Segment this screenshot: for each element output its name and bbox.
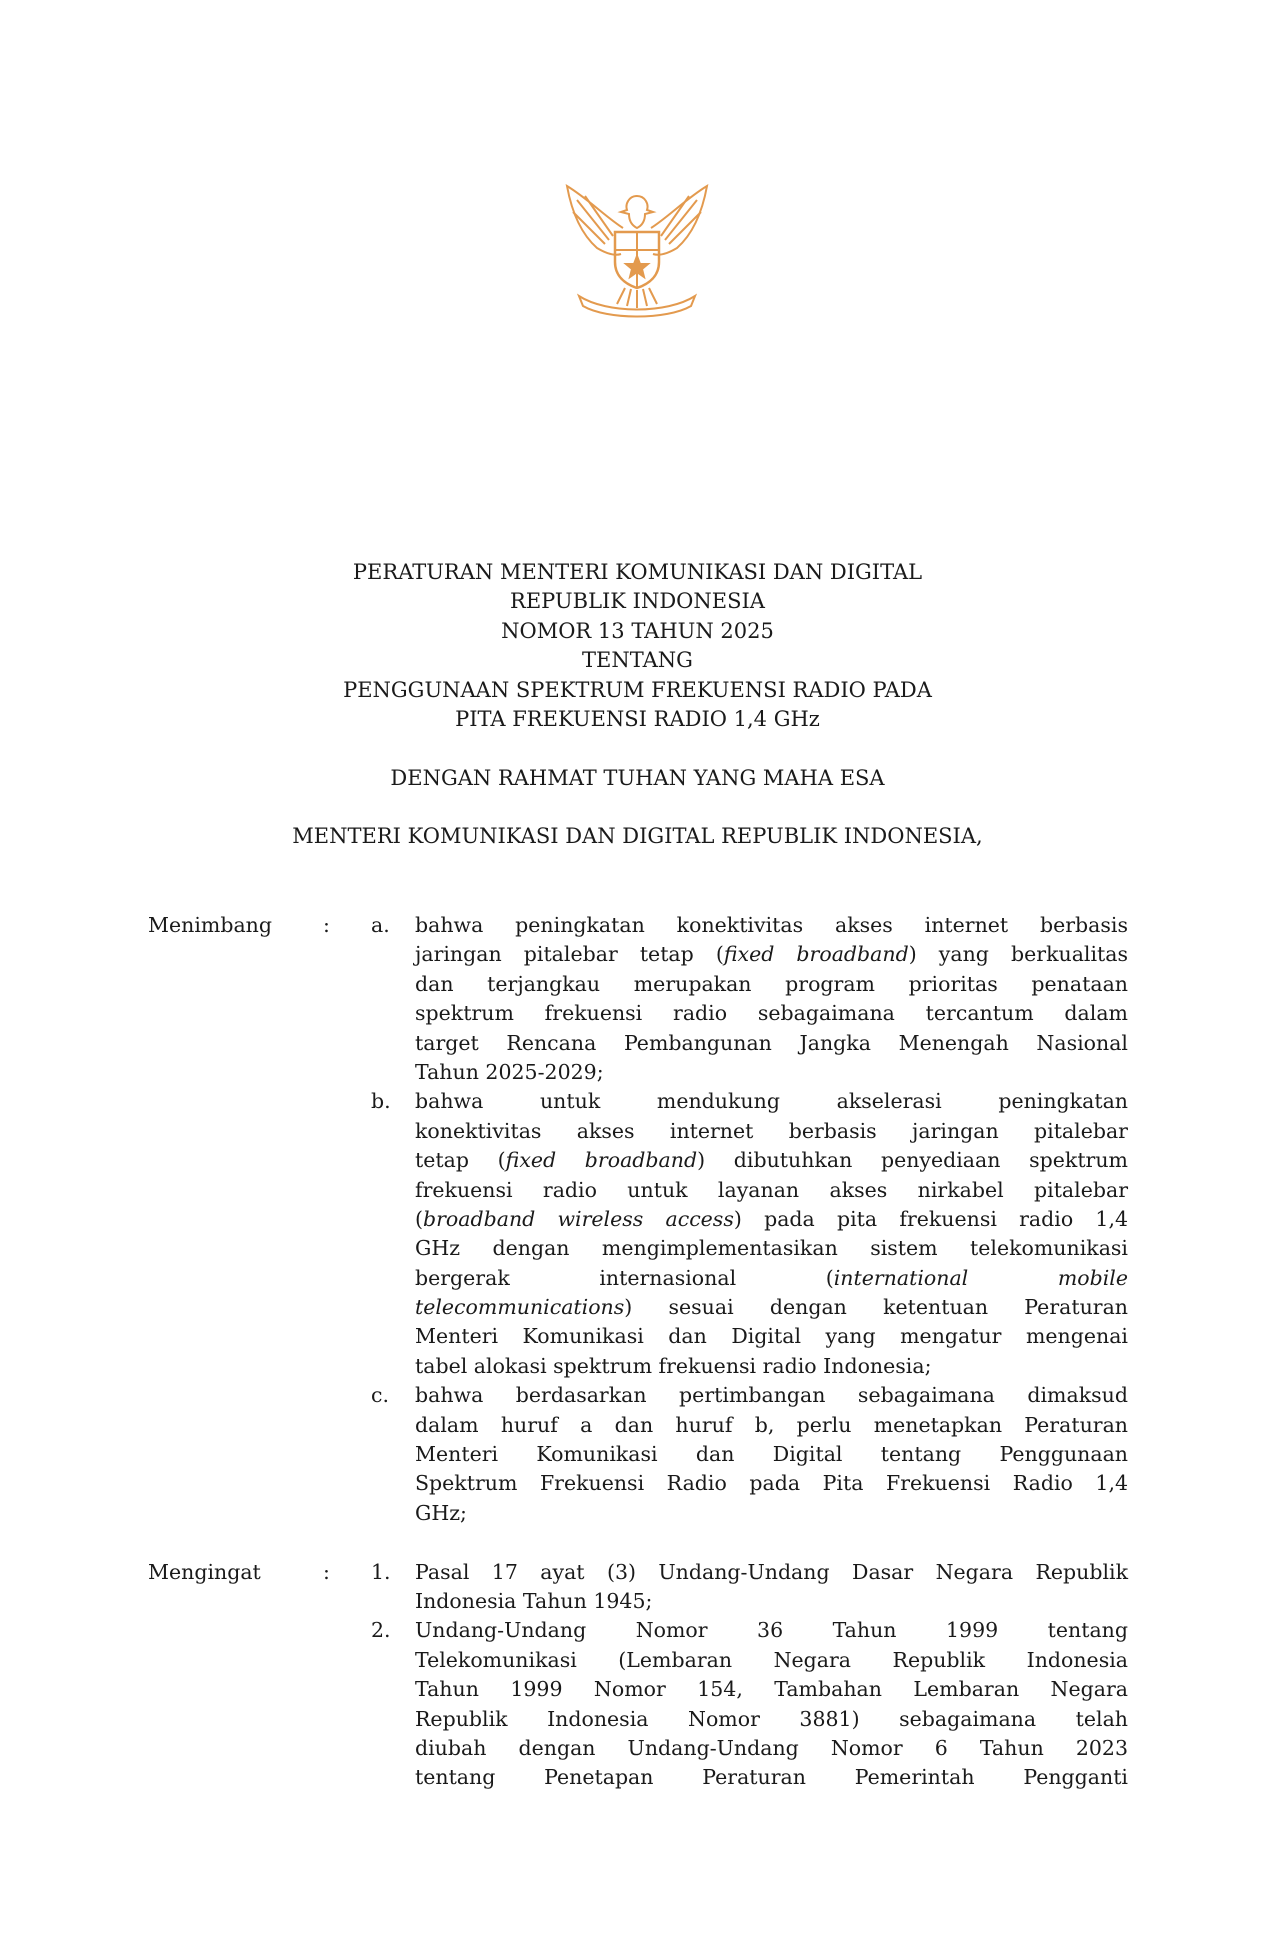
list-item [148, 1381, 1138, 1528]
text-line [415, 940, 1128, 969]
italic-term: broadband wireless access [423, 1206, 734, 1231]
text-segment: Menteri Komunikasi dan Digital yang mengatur mengenai [415, 1324, 1128, 1349]
text-line [415, 1646, 1128, 1675]
text-segment: diubah dengan Undang-Undang Nomor 6 Tahun 2023 [415, 1735, 1128, 1760]
text-segment: frekuensi radio untuk layanan akses nirkabel pitalebar [415, 1177, 1128, 1202]
text-segment: GHz dengan mengimplementasikan sistem telekomunikasi [415, 1236, 1128, 1261]
text-segment: spektrum frekuensi radio sebagaimana tercantum dalam [415, 1001, 1128, 1026]
text-segment: bergerak internasional ( [415, 1265, 834, 1290]
text-line [415, 1734, 1128, 1763]
text-line [415, 1234, 1128, 1263]
text-segment: GHz; [415, 1500, 467, 1525]
text-line [415, 1264, 1128, 1293]
text-line [415, 1087, 1128, 1116]
text-segment: ) yang berkualitas [908, 942, 1129, 967]
text-line [415, 1176, 1128, 1205]
text-segment: konektivitas akses internet berbasis jaringan pitalebar [415, 1118, 1128, 1143]
title-line: PENGGUNAAN SPEKTRUM FREKUENSI RADIO PADA [343, 677, 932, 702]
section-colon [323, 1616, 343, 1792]
text-segment: Spektrum Frekuensi Radio pada Pita Frekuensi Radio 1,4 [415, 1471, 1128, 1496]
text-line [415, 1352, 1128, 1381]
text-segment: bahwa untuk mendukung akselerasi peningkatan [415, 1089, 1128, 1114]
text-segment: tentang Penetapan Peraturan Pemerintah Pengganti [415, 1765, 1128, 1790]
text-line [415, 1763, 1128, 1792]
item-text [415, 1087, 1128, 1381]
section-label [148, 1381, 323, 1528]
list-item [148, 911, 1138, 1087]
text-line [415, 911, 1128, 940]
text-segment: Pasal 17 ayat (3) Undang-Undang Dasar Negara Republik [415, 1559, 1128, 1584]
text-segment: dalam huruf a dan huruf b, perlu menetapkan Peraturan [415, 1412, 1128, 1437]
text-line [415, 1146, 1128, 1175]
text-segment: Tahun 1999 Nomor 154, Tambahan Lembaran Negara [415, 1677, 1128, 1702]
text-line [415, 1469, 1128, 1498]
text-line [415, 1293, 1128, 1322]
text-segment: bahwa peningkatan konektivitas akses internet berbasis [415, 913, 1128, 937]
list-item [148, 1616, 1138, 1792]
text-line [415, 1616, 1128, 1645]
text-line [415, 1705, 1128, 1734]
section-label [148, 1616, 323, 1792]
text-segment: target Rencana Pembangunan Jangka Menengah Nasional [415, 1030, 1128, 1055]
blessing-line: DENGAN RAHMAT TUHAN YANG MAHA ESA [390, 766, 885, 790]
italic-term: fixed broadband [723, 942, 909, 967]
item-number: b. [371, 1089, 391, 1114]
list-item [148, 1558, 1138, 1617]
list-item [148, 1087, 1138, 1381]
item-number: 1. [371, 1559, 391, 1584]
item-number: a. [371, 913, 390, 937]
section-label [148, 1087, 323, 1381]
section-label: Mengingat [148, 1559, 261, 1584]
text-line [415, 1117, 1128, 1146]
text-line [415, 1675, 1128, 1704]
italic-term: fixed broadband [505, 1148, 698, 1173]
text-line [415, 1587, 1128, 1616]
regulation-title [0, 558, 1275, 734]
considerations-body [148, 911, 1138, 1793]
section-menimbang [148, 911, 1138, 1528]
item-text [415, 911, 1128, 1087]
italic-term: telecommunications [415, 1295, 625, 1320]
title-line: TENTANG [582, 648, 693, 673]
title-line: REPUBLIK INDONESIA [510, 589, 765, 614]
text-segment: tetap ( [415, 1148, 506, 1173]
text-segment: Tahun 2025-2029; [415, 1059, 604, 1084]
text-segment: bahwa berdasarkan pertimbangan sebagaimana dimaksud [415, 1383, 1128, 1408]
text-line [415, 1499, 1128, 1528]
text-segment: Telekomunikasi (Lembaran Negara Republik Indonesia [415, 1647, 1128, 1672]
text-segment: dan terjangkau merupakan program prioritas penataan [415, 971, 1128, 996]
text-line [415, 999, 1128, 1028]
text-segment: ) dibutuhkan penyediaan spektrum [697, 1148, 1128, 1173]
section-colon: : [323, 913, 330, 937]
minister-line: MENTERI KOMUNIKASI DAN DIGITAL REPUBLIK INDONESIA, [292, 824, 983, 848]
section-mengingat [148, 1558, 1138, 1793]
text-line [415, 970, 1128, 999]
text-segment: Republik Indonesia Nomor 3881) sebagaimana telah [415, 1706, 1128, 1731]
text-line [415, 1440, 1128, 1469]
section-colon [323, 1381, 343, 1528]
title-line: PITA FREKUENSI RADIO 1,4 GHz [455, 707, 820, 732]
text-segment: tabel alokasi spektrum frekuensi radio Indonesia; [415, 1353, 932, 1378]
text-segment: jaringan pitalebar tetap ( [415, 942, 724, 967]
text-line [415, 1058, 1128, 1087]
text-segment: Menteri Komunikasi dan Digital tentang Penggunaan [415, 1442, 1128, 1467]
text-segment: Indonesia Tahun 1945; [415, 1588, 653, 1613]
text-segment: Undang-Undang Nomor 36 Tahun 1999 tentang [415, 1618, 1128, 1643]
item-number: 2. [371, 1618, 391, 1643]
garuda-emblem-logo [557, 178, 717, 328]
item-number: c. [371, 1383, 389, 1408]
text-line [415, 1558, 1128, 1587]
italic-term: international mobile [833, 1265, 1128, 1290]
text-segment: ( [415, 1206, 423, 1231]
title-line: NOMOR 13 TAHUN 2025 [501, 618, 774, 643]
item-text [415, 1381, 1128, 1528]
text-line [415, 1205, 1128, 1234]
section-label: Menimbang [148, 913, 272, 937]
item-text [415, 1616, 1128, 1792]
item-text [415, 1558, 1128, 1617]
title-line: PERATURAN MENTERI KOMUNIKASI DAN DIGITAL [352, 560, 923, 584]
text-line [415, 1029, 1128, 1058]
text-segment: ) sesuai dengan ketentuan Peraturan [624, 1295, 1128, 1320]
section-colon: : [323, 1559, 330, 1584]
section-colon [323, 1087, 343, 1381]
text-line [415, 1381, 1128, 1410]
text-line [415, 1322, 1128, 1351]
text-line [415, 1411, 1128, 1440]
text-segment: ) pada pita frekuensi radio 1,4 [733, 1206, 1129, 1231]
